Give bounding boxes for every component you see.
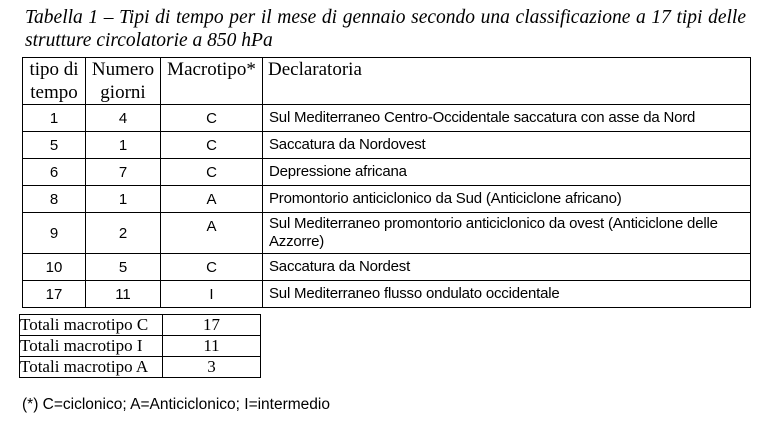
column-header-numero-giorni: Numero giorni — [86, 58, 161, 105]
column-header-tipo-di-tempo: tipo di tempo — [23, 58, 86, 105]
cell-numero-giorni: 1 — [86, 132, 161, 159]
cell-tipo-di-tempo: 9 — [23, 213, 86, 254]
cell-tipo-di-tempo: 6 — [23, 159, 86, 186]
totals-value: 17 — [163, 315, 261, 336]
header-row — [23, 58, 751, 105]
totals-row — [20, 357, 261, 378]
cell-tipo-di-tempo: 5 — [23, 132, 86, 159]
totals-value: 3 — [163, 357, 261, 378]
totals-label: Totali macrotipo I — [20, 336, 163, 357]
cell-declaratoria: Sul Mediterraneo flusso ondulato occidentale — [263, 281, 751, 308]
cell-macrotipo: C — [161, 159, 263, 186]
cell-macrotipo: C — [161, 254, 263, 281]
cell-macrotipo: A — [161, 186, 263, 213]
cell-numero-giorni: 5 — [86, 254, 161, 281]
totals-value: 11 — [163, 336, 261, 357]
cell-numero-giorni: 11 — [86, 281, 161, 308]
totals-label: Totali macrotipo A — [20, 357, 163, 378]
cell-tipo-di-tempo: 1 — [23, 105, 86, 132]
cell-declaratoria: Sul Mediterraneo promontorio anticiclonico da ovest (Anticiclone delle Azzorre) — [263, 213, 751, 254]
column-header-macrotipo: Macrotipo* — [161, 58, 263, 105]
table-row — [23, 254, 751, 281]
cell-macrotipo: C — [161, 105, 263, 132]
cell-numero-giorni: 1 — [86, 186, 161, 213]
cell-declaratoria: Sul Mediterraneo Centro-Occidentale saccatura con asse da Nord — [263, 105, 751, 132]
cell-declaratoria: Promontorio anticiclonico da Sud (Anticiclone africano) — [263, 186, 751, 213]
table-row — [23, 159, 751, 186]
footnote: (*) C=ciclonico; A=Anticiclonico; I=intermedio — [22, 396, 330, 413]
table-row — [23, 281, 751, 308]
cell-macrotipo: C — [161, 132, 263, 159]
totals-row — [20, 336, 261, 357]
cell-numero-giorni: 2 — [86, 213, 161, 254]
cell-declaratoria: Depressione africana — [263, 159, 751, 186]
totals-table — [19, 314, 261, 378]
totals-row — [20, 315, 261, 336]
cell-tipo-di-tempo: 8 — [23, 186, 86, 213]
table-caption: Tabella 1 – Tipi di tempo per il mese di gennaio secondo una classificazione a 17 tipi delle strutture circolatorie a 850 hPa — [25, 7, 746, 51]
table-row — [23, 186, 751, 213]
cell-macrotipo: A — [161, 213, 263, 254]
column-header-declaratoria: Declaratoria — [263, 58, 751, 105]
cell-declaratoria: Saccatura da Nordest — [263, 254, 751, 281]
table-row — [23, 132, 751, 159]
totals-label: Totali macrotipo C — [20, 315, 163, 336]
cell-tipo-di-tempo: 10 — [23, 254, 86, 281]
cell-numero-giorni: 7 — [86, 159, 161, 186]
cell-macrotipo: I — [161, 281, 263, 308]
table-row — [23, 105, 751, 132]
table-row — [23, 213, 751, 254]
weather-types-table — [22, 57, 751, 308]
cell-declaratoria: Saccatura da Nordovest — [263, 132, 751, 159]
cell-numero-giorni: 4 — [86, 105, 161, 132]
cell-tipo-di-tempo: 17 — [23, 281, 86, 308]
